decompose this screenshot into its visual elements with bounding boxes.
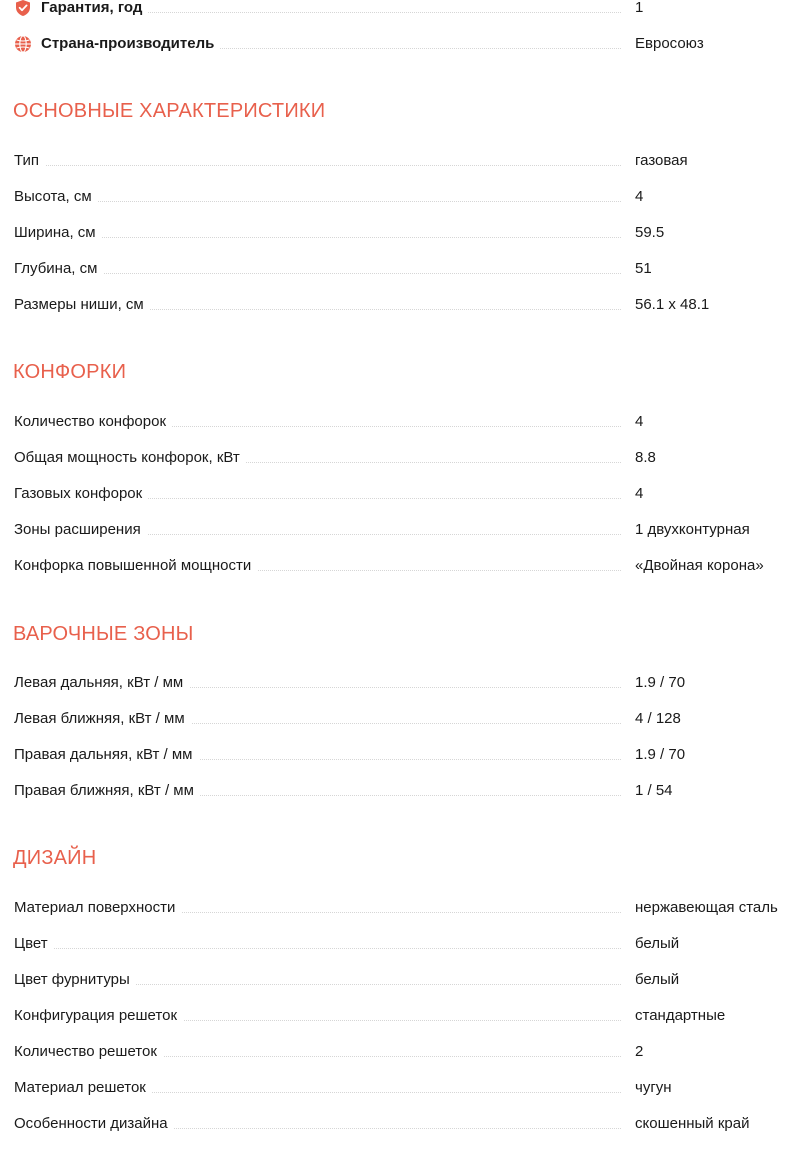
globe-icon <box>14 35 32 53</box>
spec-row <box>14 520 794 540</box>
spec-row <box>14 709 794 729</box>
spec-label: Газовых конфорок <box>14 484 148 504</box>
spec-label: Глубина, см <box>14 259 103 279</box>
spec-value: 51 <box>635 260 652 277</box>
section-title-burners: КОНФОРКИ <box>13 361 127 383</box>
spec-value: 1.9 / 70 <box>635 746 686 763</box>
dotted-leader <box>14 273 621 274</box>
spec-row <box>14 1006 794 1026</box>
spec-label: Тип <box>14 151 45 171</box>
spec-row <box>14 898 794 918</box>
spec-value: 56.1 x 48.1 <box>635 296 710 313</box>
spec-value: 59.5 <box>635 224 665 241</box>
spec-value: скошенный край <box>635 1115 750 1132</box>
spec-row-country <box>14 34 794 54</box>
spec-value: 4 <box>635 485 644 502</box>
spec-value: 4 / 128 <box>635 710 681 727</box>
spec-row <box>14 970 794 990</box>
spec-value: 8.8 <box>635 449 656 466</box>
spec-label: Материал решеток <box>14 1078 152 1098</box>
spec-value: чугун <box>635 1079 672 1096</box>
spec-label: Цвет <box>14 934 54 954</box>
spec-label: Конфигурация решеток <box>14 1006 183 1026</box>
spec-value: 4 <box>635 188 644 205</box>
spec-row <box>14 484 794 504</box>
spec-row <box>14 673 794 693</box>
section-title-design: ДИЗАЙН <box>13 847 97 869</box>
section-title-cooking-zones: ВАРОЧНЫЕ ЗОНЫ <box>13 623 194 645</box>
spec-row <box>14 1114 794 1134</box>
spec-label: Левая ближняя, кВт / мм <box>14 709 191 729</box>
spec-row <box>14 187 794 207</box>
spec-label: Количество решеток <box>14 1042 163 1062</box>
spec-label: Высота, см <box>14 187 98 207</box>
spec-row <box>14 223 794 243</box>
spec-label: Материал поверхности <box>14 898 181 918</box>
dotted-leader <box>14 201 621 202</box>
spec-value: газовая <box>635 152 688 169</box>
spec-label: Гарантия, год <box>14 0 148 18</box>
spec-label: Общая мощность конфорок, кВт <box>14 448 246 468</box>
spec-row <box>14 1042 794 1062</box>
spec-label: Особенности дизайна <box>14 1114 174 1134</box>
spec-row <box>14 745 794 765</box>
spec-value: «Двойная корона» <box>635 557 764 574</box>
spec-value: нержавеющая сталь <box>635 899 778 916</box>
spec-value: 1 двухконтурная <box>635 521 750 538</box>
spec-row-warranty <box>14 0 794 18</box>
spec-row <box>14 295 794 315</box>
spec-value: 1 / 54 <box>635 782 673 799</box>
spec-label: Зоны расширения <box>14 520 147 540</box>
spec-row <box>14 556 794 576</box>
dotted-leader <box>14 237 621 238</box>
spec-label: Размеры ниши, см <box>14 295 150 315</box>
spec-value: 1 <box>635 0 644 16</box>
dotted-leader <box>14 165 621 166</box>
spec-row <box>14 781 794 801</box>
spec-row <box>14 412 794 432</box>
spec-label: Количество конфорок <box>14 412 172 432</box>
section-title-main: ОСНОВНЫЕ ХАРАКТЕРИСТИКИ <box>13 100 326 122</box>
spec-label: Левая дальняя, кВт / мм <box>14 673 189 693</box>
spec-value: стандартные <box>635 1007 726 1024</box>
shield-check-icon <box>14 0 32 17</box>
spec-row <box>14 1078 794 1098</box>
spec-label: Конфорка повышенной мощности <box>14 556 257 576</box>
spec-value: 4 <box>635 413 644 430</box>
spec-row <box>14 151 794 171</box>
spec-value: белый <box>635 971 680 988</box>
spec-value: Евросоюз <box>635 35 704 52</box>
spec-label: Правая ближняя, кВт / мм <box>14 781 200 801</box>
spec-value: 2 <box>635 1043 644 1060</box>
spec-row <box>14 448 794 468</box>
spec-label: Правая дальняя, кВт / мм <box>14 745 199 765</box>
spec-label: Цвет фурнитуры <box>14 970 136 990</box>
spec-row <box>14 259 794 279</box>
dotted-leader <box>14 948 621 949</box>
spec-value: 1.9 / 70 <box>635 674 686 691</box>
spec-value: белый <box>635 935 680 952</box>
spec-row <box>14 934 794 954</box>
spec-label: Ширина, см <box>14 223 102 243</box>
spec-label: Страна-производитель <box>14 34 220 54</box>
